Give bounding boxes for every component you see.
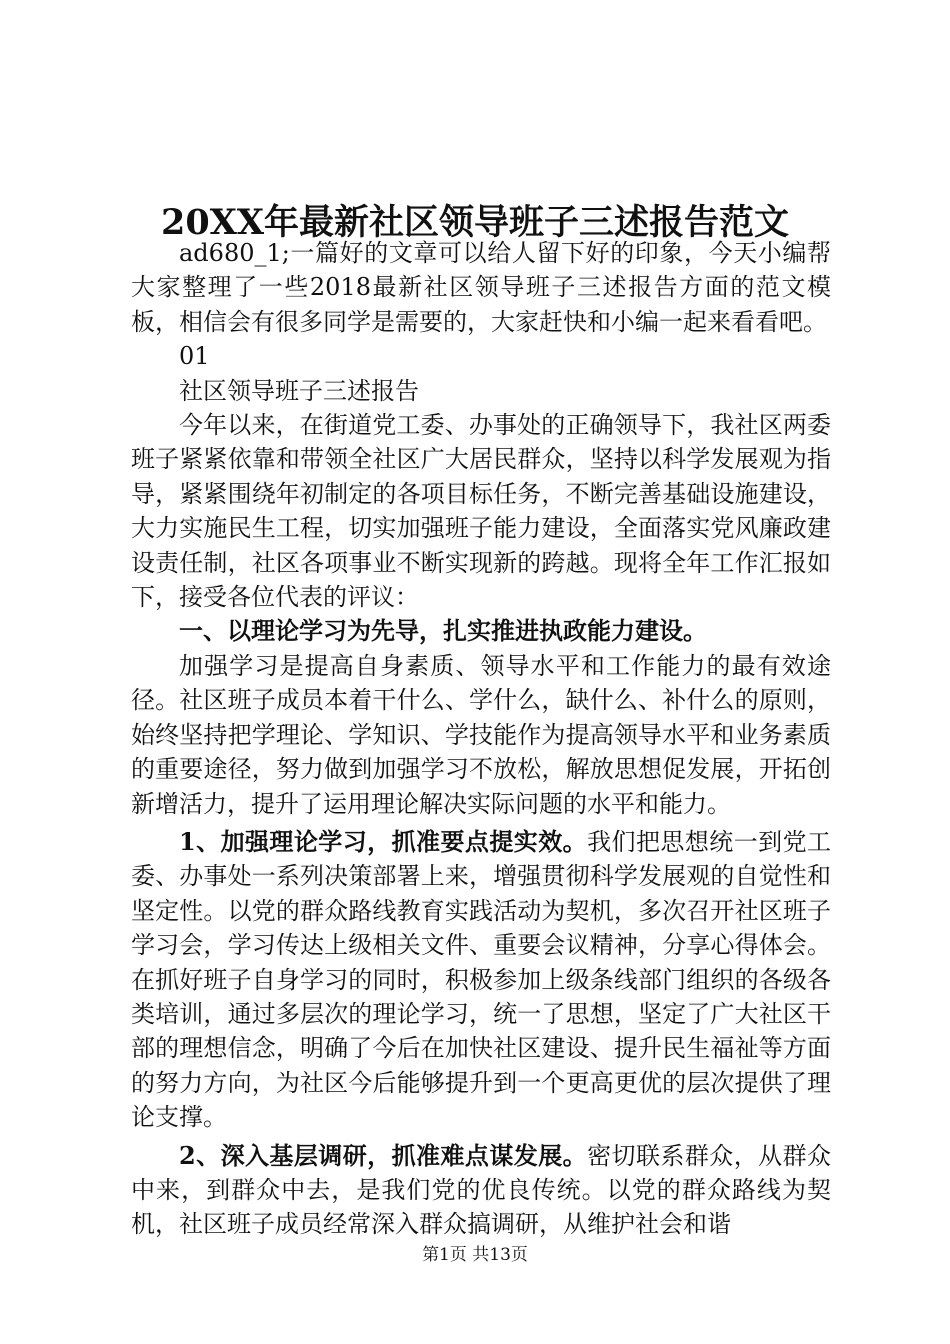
item-2-text: 密切联系群众，从群众中来，到群众中去，是我们党的优良传统。以党的群众路线为契机，社区班子成员经常深入群众搞调研，从维护社会和谐 <box>131 1141 832 1239</box>
document-title: 20XX年最新社区领导班子三述报告范文 <box>160 202 790 244</box>
heading-1: 一、以理论学习为先导，扎实推进执政能力建设。 <box>179 616 707 646</box>
item-2-paragraph <box>131 1139 831 1242</box>
item-1-lead: 1、加强理论学习，抓准要点提实效。 <box>179 826 588 856</box>
document-body <box>131 236 831 1242</box>
item-2-lead: 2、深入基层调研，抓准难点谋发展。 <box>179 1140 588 1170</box>
item-1-paragraph <box>131 825 831 1135</box>
section-title: 社区领导班子三述报告 <box>179 376 419 405</box>
section-number: 01 <box>179 342 210 371</box>
item-1-text: 我们把思想统一到党工委、办事处一系列决策部署上来，增强贯彻科学发展观的自觉性和坚定性。以党的群众路线教育实践活动为契机，多次召开社区班子学习会，学习传达上级相关文件、重要会议精神，分享心得体会。在抓好班子自身学习的同时，积极参加上级条线部门组织的各级各类培训，通过多层次的理论学习，统一了思想，坚定了广大社区干部的理想信念，明确了今后在加快社区建设、提升民生福祉等方面的努力方向，为社区今后能够提升到一个更高更优的层次提供了理论支撑。 <box>131 827 832 1132</box>
intro-paragraph: ad680_1;一篇好的文章可以给人留下好的印象，今天小编帮大家整理了一些2018最新社区领导班子三述报告方面的范文模板，相信会有很多同学是需要的，大家赶快和小编一起来看看吧。 <box>131 239 831 336</box>
page-footer: 第1页 共13页 <box>422 1245 528 1265</box>
paragraph-2: 加强学习是提高自身素质、领导水平和工作能力的最有效途径。社区班子成员本着干什么、学什么，缺什么、补什么的原则，始终坚持把学理论、学知识、学技能作为提高领导水平和业务素质的重要途径，努力做到加强学习不放松，解放思想促发展，开拓创新增活力，提升了运用理论解决实际问题的水平和能力。 <box>131 651 831 818</box>
paragraph-1: 今年以来，在街道党工委、办事处的正确领导下，我社区两委班子紧紧依靠和带领全社区广大居民群众，坚持以科学发展观为指导，紧紧围绕年初制定的各项目标任务，不断完善基础设施建设，大力实施民生工程，切实加强班子能力建设，全面落实党风廉政建设责任制，社区各项事业不断实现新的跨越。现将全年工作汇报如下，接受各位代表的评议： <box>131 411 831 612</box>
